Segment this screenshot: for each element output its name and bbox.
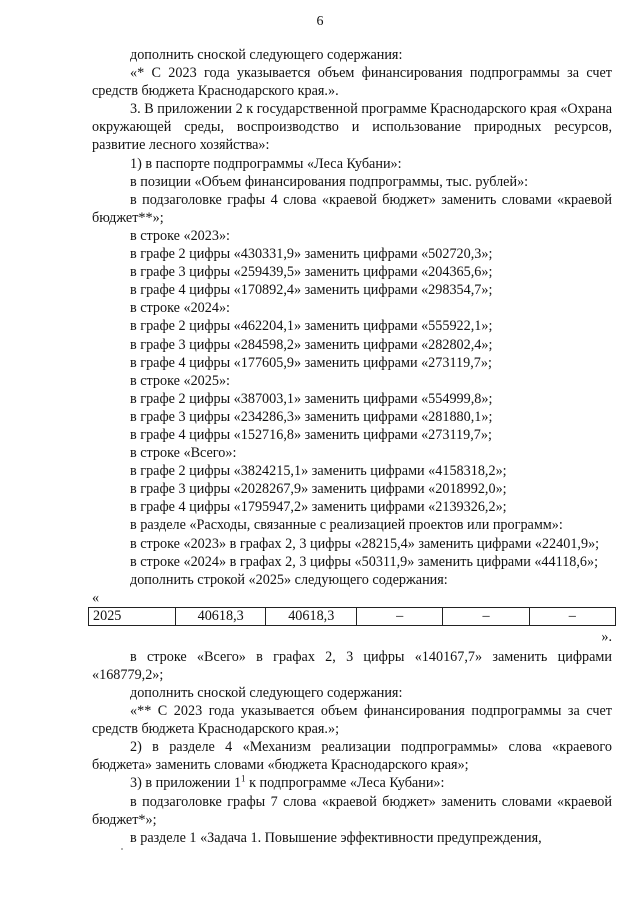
text-line: дополнить сноской следующего содержания: [130, 685, 403, 701]
paragraph: в строке «2023» в графах 2, 3 цифры «28215,4» заменить цифрами «22401,9»; [130, 535, 600, 552]
scan-speck [121, 848, 123, 850]
text-line: в графе 3 цифры «259439,5» заменить цифрами «204365,6»; [130, 264, 493, 281]
table-cell: 40618,3 [266, 607, 357, 625]
superscript: 1 [241, 773, 246, 784]
text-line: в графе 3 цифры «284598,2» заменить цифрами «282802,4»; [130, 336, 493, 353]
text-line: в строке «2024»: [130, 300, 230, 317]
table-cell: 2025 [89, 607, 176, 625]
paragraph: в подзаголовке графы 7 слова «краевой бюджет» заменить словами «краевой бюджет*»; [92, 793, 612, 828]
quote-open: « [92, 589, 100, 606]
text-line: 1) в паспорте подпрограммы «Леса Кубани»: [130, 155, 402, 172]
text-line: в разделе «Расходы, связанные с реализацией проектов или программ»: [130, 517, 563, 534]
text-line: дополнить строкой «2025» следующего содержания: [130, 571, 448, 588]
inserted-table-row [88, 607, 616, 626]
text-line [92, 774, 612, 792]
text-line: в графе 2 цифры «387003,1» заменить цифрами «554999,8»; [130, 390, 493, 407]
paragraph: в разделе 1 «Задача 1. Повышение эффективности предупреждения, [130, 829, 542, 846]
text-fragment: к подпрограмме «Леса Кубани»: [245, 775, 445, 792]
text-line: в графе 4 цифры «152716,8» заменить цифрами «273119,7»; [130, 426, 492, 443]
table-cell: – [443, 607, 529, 625]
text-line: в строке «2025»: [130, 372, 230, 389]
document-body [92, 46, 612, 847]
quote-close: ». [601, 628, 612, 645]
paragraph: 2) в разделе 4 «Механизм реализации подпрограммы» слова «краевого бюджета» заменить словами «бюджета Краснодарского края»; [92, 739, 612, 774]
table-cell: 40618,3 [175, 607, 266, 625]
paragraph: 3. В приложении 2 к государственной программе Краснодарского края «Охрана окружающей среды, воспроизводство и использование природных ресурсов, развитие лесного хозяйства»: [92, 101, 612, 154]
text-line: в позиции «Объем финансирования подпрограммы, тыс. рублей»: [130, 173, 529, 190]
text-line: в графе 2 цифры «3824215,1» заменить цифрами «4158318,2»; [130, 463, 507, 480]
table-cell: – [529, 607, 615, 625]
text-line: в графе 4 цифры «177605,9» заменить цифрами «273119,7»; [130, 354, 492, 371]
page-number: 6 [316, 14, 324, 29]
table-row [89, 607, 616, 625]
text-line: в строке «Всего»: [130, 445, 237, 462]
paragraph: в подзаголовке графы 4 слова «краевой бюджет» заменить словами «краевой бюджет**»; [92, 191, 612, 226]
text-line: в строке «2023»: [130, 227, 230, 244]
text-line: дополнить сноской следующего содержания: [130, 47, 403, 63]
paragraph: в строке «Всего» в графах 2, 3 цифры «140167,7» заменить цифрами «168779,2»; [92, 648, 612, 683]
text-line: в графе 3 цифры «2028267,9» заменить цифрами «2018992,0»; [130, 481, 507, 498]
text-line: в графе 2 цифры «462204,1» заменить цифрами «555922,1»; [130, 318, 493, 335]
text-line: в графе 2 цифры «430331,9» заменить цифрами «502720,3»; [130, 246, 493, 263]
text-line: в графе 3 цифры «234286,3» заменить цифрами «281880,1»; [130, 408, 493, 425]
table-cell: – [357, 607, 443, 625]
paragraph: «* С 2023 года указывается объем финансирования подпрограммы за счет средств бюджета Краснодарского края.». [92, 65, 612, 100]
paragraph: «** С 2023 года указывается объем финансирования подпрограммы за счет средств бюджета Краснодарского края.»; [92, 703, 612, 738]
text-line: в графе 4 цифры «1795947,2» заменить цифрами «2139326,2»; [130, 499, 507, 516]
text-fragment: 3) в приложении 1 [130, 775, 242, 792]
text-line: в графе 4 цифры «170892,4» заменить цифрами «298354,7»; [130, 282, 493, 299]
paragraph: в строке «2024» в графах 2, 3 цифры «50311,9» заменить цифрами «44118,6»; [130, 553, 599, 570]
